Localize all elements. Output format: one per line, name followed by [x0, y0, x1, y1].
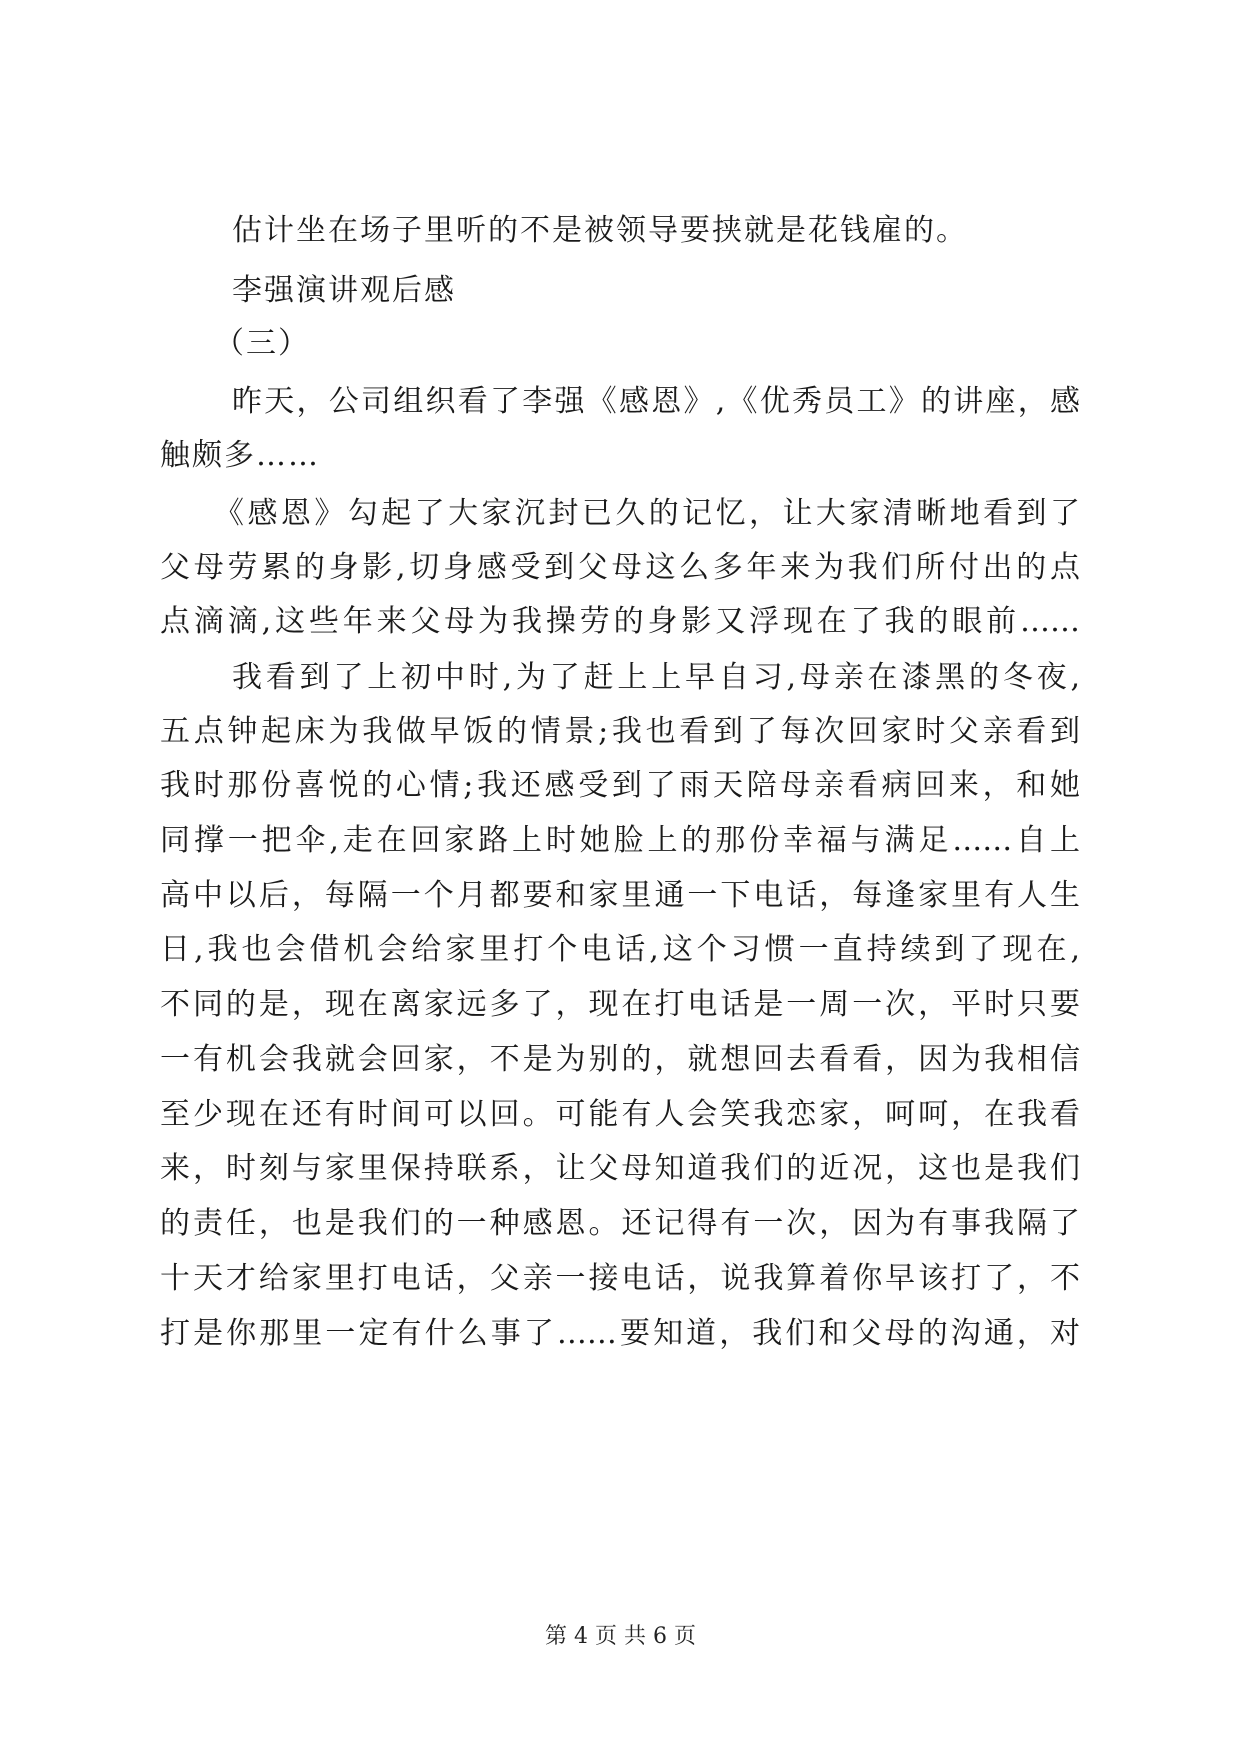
paragraph-line-10: 五点钟起床为我做早饭的情景;我也看到了每次回家时父亲看到 [160, 714, 1080, 749]
paragraph-line-8: 点滴滴,这些年来父母为我操劳的身影又浮现在了我的眼前…… [160, 604, 1080, 639]
paragraph-line-13: 高中以后，每隔一个月都要和家里通一下电话，每逢家里有人生 [160, 878, 1080, 913]
section-title: 李强演讲观后感 [232, 273, 456, 308]
section-number: （三） [214, 326, 310, 361]
page-number-footer: 第 4 页 共 6 页 [545, 1624, 696, 1649]
paragraph-line-5: 触颇多…… [160, 438, 320, 473]
paragraph-line-7: 父母劳累的身影,切身感受到父母这么多年来为我们所付出的点 [160, 550, 1080, 585]
paragraph-line-1: 估计坐在场子里听的不是被领导要挟就是花钱雇的。 [232, 213, 968, 248]
paragraph-line-15: 不同的是，现在离家远多了，现在打电话是一周一次，平时只要 [160, 987, 1080, 1022]
paragraph-line-21: 打是你那里一定有什么事了……要知道，我们和父母的沟通，对 [160, 1316, 1080, 1351]
paragraph-line-9: 我看到了上初中时,为了赶上上早自习,母亲在漆黑的冬夜, [232, 660, 1080, 695]
paragraph-line-14: 日,我也会借机会给家里打个电话,这个习惯一直持续到了现在, [160, 932, 1080, 967]
paragraph-line-16: 一有机会我就会回家，不是为别的，就想回去看看，因为我相信 [160, 1042, 1080, 1077]
paragraph-line-6: 《感恩》勾起了大家沉封已久的记忆，让大家清晰地看到了 [214, 496, 1080, 531]
paragraph-line-4: 昨天，公司组织看了李强《感恩》,《优秀员工》的讲座，感 [232, 384, 1080, 419]
paragraph-line-17: 至少现在还有时间可以回。可能有人会笑我恋家，呵呵，在我看 [160, 1097, 1080, 1132]
paragraph-line-19: 的责任，也是我们的一种感恩。还记得有一次，因为有事我隔了 [160, 1206, 1080, 1241]
paragraph-line-18: 来，时刻与家里保持联系，让父母知道我们的近况，这也是我们 [160, 1151, 1080, 1186]
paragraph-line-20: 十天才给家里打电话，父亲一接电话，说我算着你早该打了，不 [160, 1261, 1080, 1296]
paragraph-line-12: 同撑一把伞,走在回家路上时她脸上的那份幸福与满足……自上 [160, 823, 1080, 858]
paragraph-line-11: 我时那份喜悦的心情;我还感受到了雨天陪母亲看病回来，和她 [160, 768, 1080, 803]
